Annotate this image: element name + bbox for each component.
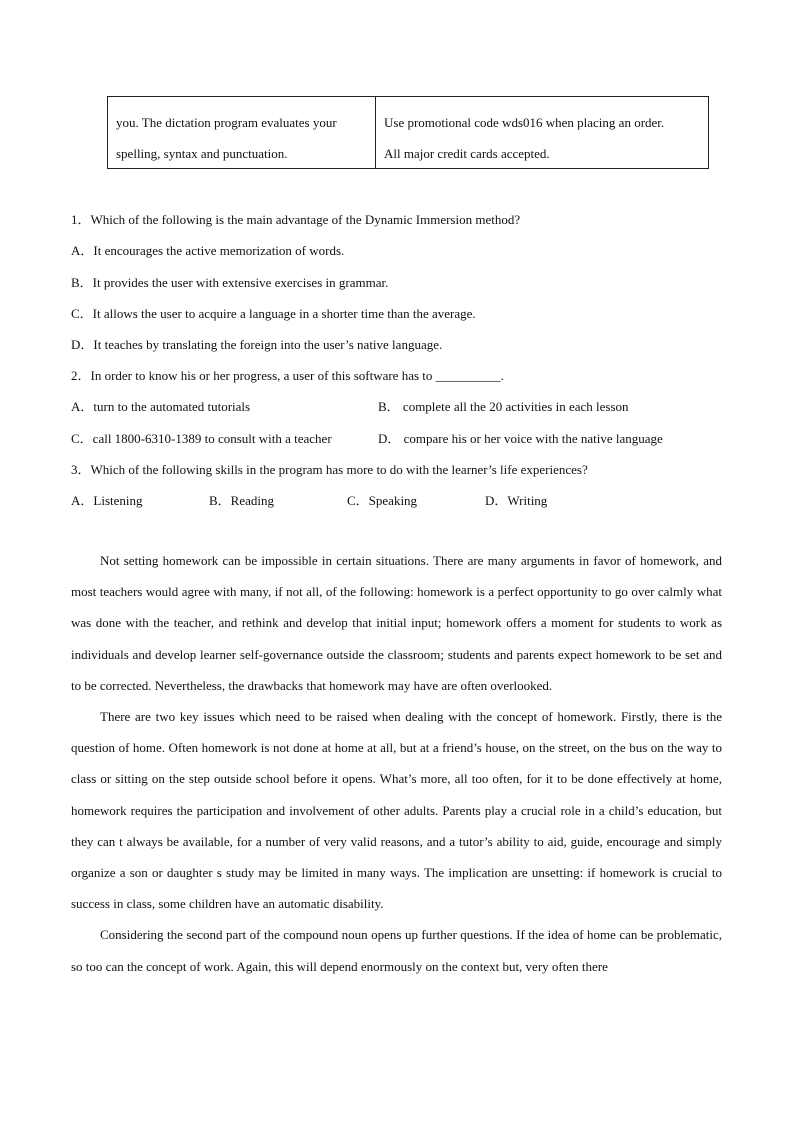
question-3-option-b: B．Reading — [209, 493, 274, 508]
question-1-option-d: D．It teaches by translating the foreign into the user’s native language. — [71, 337, 443, 352]
passage-paragraph-3: Considering the second part of the compound noun opens up further questions. If the idea of home can be problematic, so too can the concept of work. Again, this will depend enormously on the context but, very often there — [71, 927, 722, 974]
question-1-stem: 1．Which of the following is the main advantage of the Dynamic Immersion method? — [71, 212, 521, 227]
question-2-option-a: A．turn to the automated tutorials — [71, 399, 251, 414]
ad-table — [107, 96, 709, 169]
ad-table-right-cell — [376, 97, 708, 168]
question-2-option-c: C．call 1800-6310-1389 to consult with a teacher — [71, 431, 332, 446]
question-2-option-d: D． compare his or her voice with the native language — [378, 431, 663, 446]
ad-text-line: you. The dictation program evaluates your — [116, 115, 337, 130]
passage-paragraph-2: There are two key issues which need to be raised when dealing with the concept of homework. Firstly, there is the question of home. Often homework is not done at home at all, but at a friend’s house, on the street, on the bus on the way to class or sitting on the step outside school before it opens. What’s more, all too often, for it to be done effectively at home, homework requires the participation and involvement of other adults. Parents play a crucial role in a child’s education, but they can t always be available, for a number of very valid reasons, and a tutor’s ability to aid, guide, encourage and simply organize a son or daughter s study may be limited in many ways. The implication are unsetting: if homework is crucial to success in class, some children have an automatic disability. — [71, 709, 722, 912]
question-2-option-b: B． complete all the 20 activities in each lesson — [378, 399, 629, 414]
question-3-option-d: D．Writing — [485, 493, 548, 508]
question-3-option-c: C．Speaking — [347, 493, 418, 508]
question-1-option-a: A．It encourages the active memorization of words. — [71, 243, 345, 258]
ad-text-line: Use promotional code wds016 when placing an order. — [384, 115, 665, 130]
reading-passage — [71, 545, 722, 982]
ad-text-line: All major credit cards accepted. — [384, 146, 550, 161]
ad-text-line: spelling, syntax and punctuation. — [116, 146, 288, 161]
question-1-option-b: B．It provides the user with extensive exercises in grammar. — [71, 275, 389, 290]
ad-table-left-cell — [108, 97, 376, 168]
passage-paragraph-1: Not setting homework can be impossible in certain situations. There are many arguments in favor of homework, and most teachers would agree with many, if not all, of the following: homework is a perfect opportunity to go over calmly what was done with the teacher, and rethink and develop that initial input; homework offers a moment for students to work as individuals and develop learner self-governance outside the classroom; students and parents expect homework to be set and to be corrected. Nevertheless, the drawbacks that homework may have are often overlooked. — [71, 553, 722, 693]
question-1-option-c: C．It allows the user to acquire a language in a shorter time than the average. — [71, 306, 476, 321]
question-3-stem: 3．Which of the following skills in the program has more to do with the learner’s life experiences? — [71, 462, 588, 477]
question-2-stem: 2．In order to know his or her progress, a user of this software has to __________. — [71, 368, 504, 383]
question-3-option-a: A．Listening — [71, 493, 143, 508]
